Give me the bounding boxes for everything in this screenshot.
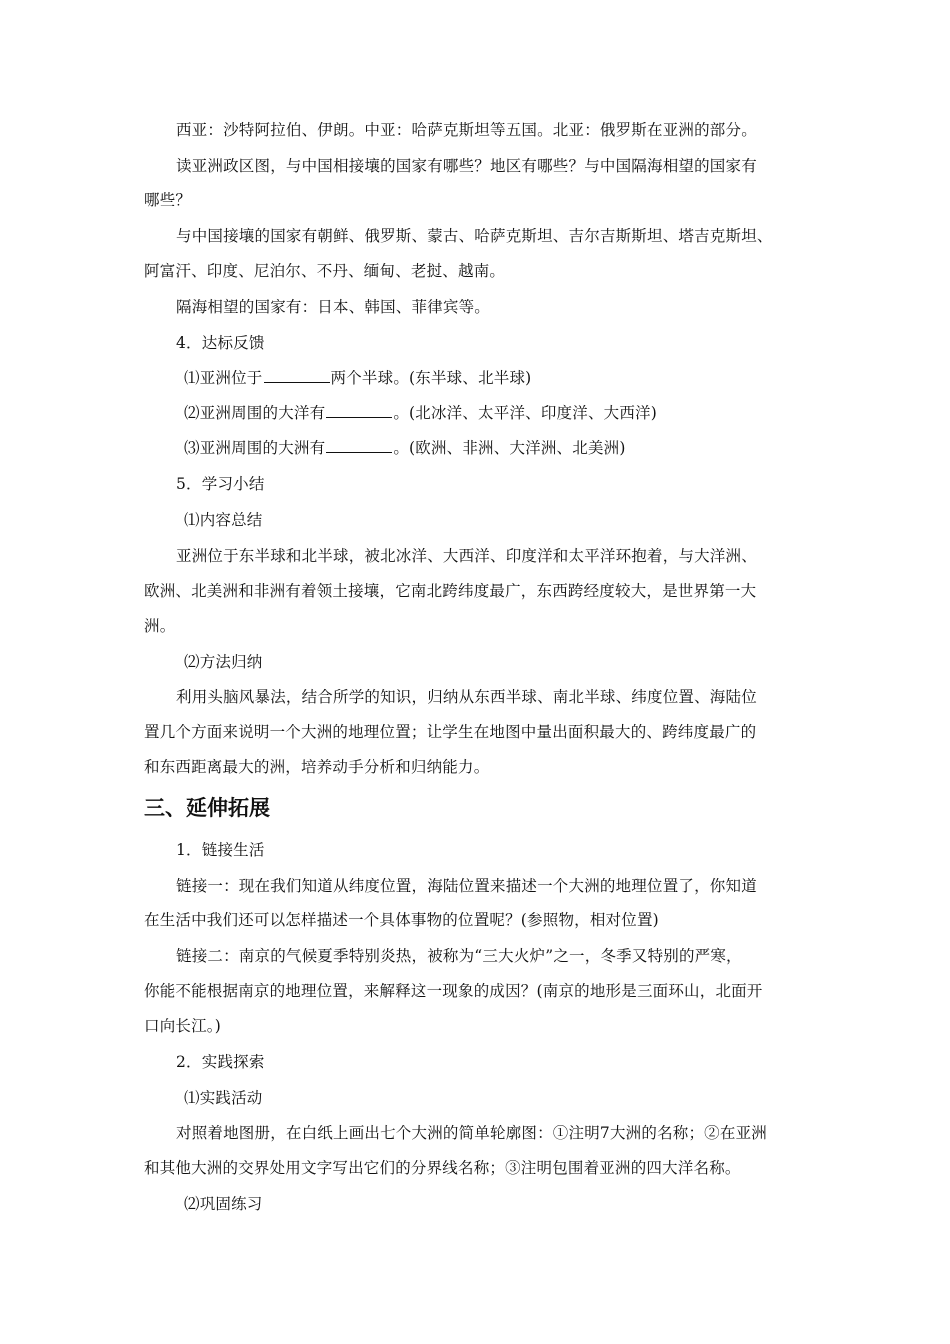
link2-line3: 口向长江。) xyxy=(144,1017,221,1035)
practice-title: 2．实践探索 xyxy=(176,1053,265,1071)
q2-prefix: ⑵亚洲周围的大洋有 xyxy=(184,404,326,422)
section-5-title: 5．学习小结 xyxy=(176,475,265,493)
practice-activity-title: ⑴实践活动 xyxy=(184,1089,263,1107)
summary-line1: 亚洲位于东半球和北半球，被北冰洋、大西洋、印度洋和太平洋环抱着，与大洋洲、 xyxy=(176,547,757,565)
content-summary-title: ⑴内容总结 xyxy=(184,511,263,529)
feedback-question-1 xyxy=(184,367,854,389)
link1-line1: 链接一：现在我们知道从纬度位置，海陆位置来描述一个大洲的地理位置了，你知道 xyxy=(176,877,757,895)
summary-line2: 欧洲、北美洲和非洲有着领土接壤，它南北跨纬度最广，东西跨经度较大，是世界第一大 xyxy=(144,582,757,600)
paragraph-sea-neighbors: 隔海相望的国家有：日本、韩国、菲律宾等。 xyxy=(176,298,491,316)
paragraph-regions: 西亚：沙特阿拉伯、伊朗。中亚：哈萨克斯坦等五国。北亚：俄罗斯在亚洲的部分。 xyxy=(176,121,757,139)
section-4-title: 4．达标反馈 xyxy=(176,334,265,352)
answer-blank-3 xyxy=(326,438,392,453)
link2-line2: 你能不能根据南京的地理位置，来解释这一现象的成因？(南京的地形是三面环山，北面开 xyxy=(144,982,763,1000)
paragraph-neighbors-line1: 与中国接壤的国家有朝鲜、俄罗斯、蒙古、哈萨克斯坦、吉尔吉斯斯坦、塔吉克斯坦、 xyxy=(176,227,773,245)
method-line1: 利用头脑风暴法，结合所学的知识，归纳从东西半球、南北半球、纬度位置、海陆位 xyxy=(176,688,757,706)
paragraph-question-line2: 哪些？ xyxy=(144,191,192,209)
feedback-question-2 xyxy=(184,402,854,424)
consolidation-title: ⑵巩固练习 xyxy=(184,1195,263,1213)
q2-suffix: 。(北冰洋、太平洋、印度洋、大西洋) xyxy=(393,404,658,422)
link1-line2: 在生活中我们还可以怎样描述一个具体事物的位置呢？(参照物，相对位置) xyxy=(144,911,659,929)
paragraph-question-line1: 读亚洲政区图，与中国相接壤的国家有哪些？地区有哪些？与中国隔海相望的国家有 xyxy=(176,157,757,175)
q1-suffix: 两个半球。(东半球、北半球) xyxy=(330,369,532,387)
method-summary-title: ⑵方法归纳 xyxy=(184,653,263,671)
activity-line2: 和其他大洲的交界处用文字写出它们的分界线名称；③注明包围着亚洲的四大洋名称。 xyxy=(144,1159,741,1177)
q3-suffix: 。(欧洲、非洲、大洋洲、北美洲) xyxy=(393,439,626,457)
feedback-question-3 xyxy=(184,437,854,459)
q3-prefix: ⑶亚洲周围的大洲有 xyxy=(184,439,326,457)
paragraph-neighbors-line2: 阿富汗、印度、尼泊尔、不丹、缅甸、老挝、越南。 xyxy=(144,262,506,280)
method-line3: 和东西距离最大的洲，培养动手分析和归纳能力。 xyxy=(144,758,490,776)
part-3-heading: 三、延伸拓展 xyxy=(144,796,270,820)
link-life-title: 1．链接生活 xyxy=(176,841,265,859)
answer-blank-2 xyxy=(326,403,392,418)
link2-line1: 链接二：南京的气候夏季特别炎热，被称为“三大火炉”之一，冬季又特别的严寒， xyxy=(176,947,742,965)
summary-line3: 洲。 xyxy=(144,617,176,635)
answer-blank-1 xyxy=(264,368,330,383)
q1-prefix: ⑴亚洲位于 xyxy=(184,369,263,387)
method-line2: 置几个方面来说明一个大洲的地理位置；让学生在地图中量出面积最大的、跨纬度最广的 xyxy=(144,723,757,741)
activity-line1: 对照着地图册，在白纸上画出七个大洲的简单轮廓图：①注明7大洲的名称；②在亚洲 xyxy=(176,1124,767,1142)
